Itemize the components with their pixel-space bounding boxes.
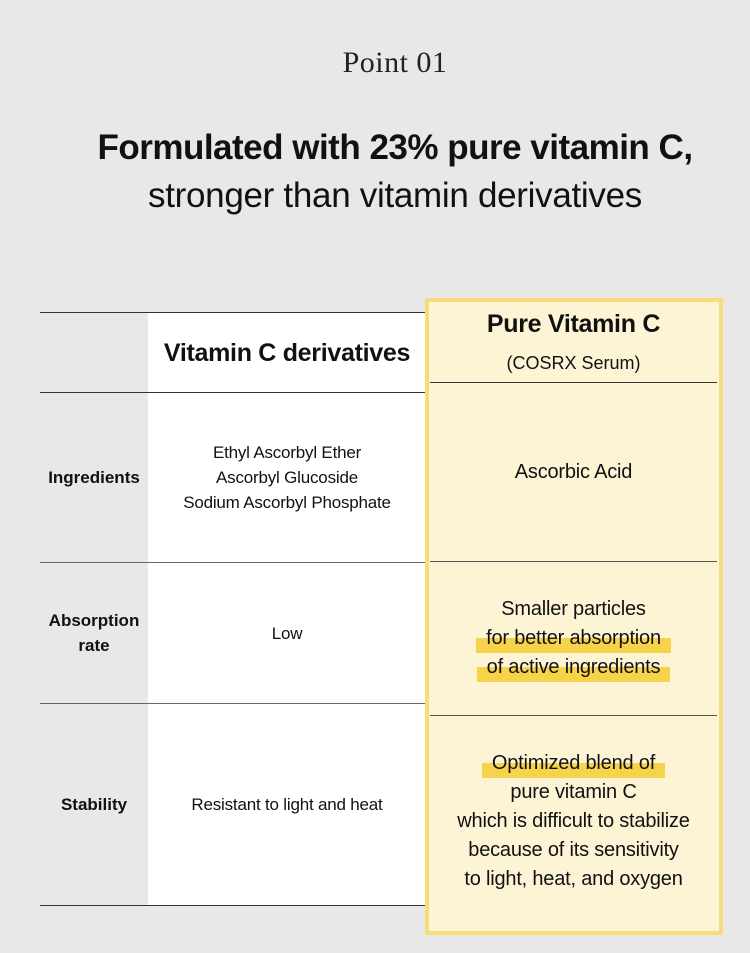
- highlighted-text-line: of active ingredients: [477, 653, 671, 682]
- highlighted-text-line: for better absorption: [476, 624, 671, 653]
- pure-absorption-cell: [430, 562, 717, 715]
- derivatives-header-cell: [148, 313, 426, 393]
- row-label-absorption-rate: rate: [78, 636, 110, 655]
- pure-header-subtitle: (COSRX Serum): [506, 353, 641, 373]
- derivatives-stability-cell: [148, 704, 426, 905]
- text-line: Smaller particles: [501, 598, 646, 620]
- derivatives-absorption-cell: [148, 563, 426, 703]
- pure-header-title: Pure Vitamin C: [486, 310, 661, 338]
- headline-line-1: Formulated with 23% pure vitamin C,: [97, 128, 693, 167]
- row-label-absorption: Absorption: [48, 611, 140, 630]
- pure-ingredients-cell: [430, 383, 717, 561]
- text-line: pure vitamin C: [510, 780, 637, 803]
- highlighted-text-line: Optimized blend of: [482, 749, 665, 778]
- row-label-stability: Stability: [60, 795, 128, 814]
- text-line: Ascorbic Acid: [514, 460, 633, 483]
- text-line: Low: [271, 623, 303, 643]
- pure-stability-cell: [430, 716, 717, 926]
- row-label-cell: [40, 563, 148, 703]
- headline: [0, 124, 750, 220]
- text-line: to light, heat, and oxygen: [464, 867, 683, 890]
- row-label-ingredients: Ingredients: [48, 468, 140, 487]
- text-line: Resistant to light and heat: [191, 795, 383, 814]
- text-line: Ethyl Ascorbyl Ether: [212, 443, 362, 462]
- row-label-cell: [40, 393, 148, 562]
- derivatives-ingredients-cell: [148, 393, 426, 562]
- row-label-cell: [40, 704, 148, 905]
- headline-line-2: stronger than vitamin derivatives: [148, 176, 642, 215]
- text-line: Ascorbyl Glucoside: [216, 468, 358, 487]
- pure-header-cell: [430, 302, 717, 382]
- derivatives-header: Vitamin C derivatives: [163, 338, 411, 367]
- text-line: Sodium Ascorbyl Phosphate: [183, 493, 391, 512]
- point-label: Point 01: [342, 46, 448, 79]
- table-bottom-rule: [40, 905, 426, 906]
- text-line: which is difficult to stabilize: [457, 809, 690, 832]
- text-line: because of its sensitivity: [468, 838, 679, 861]
